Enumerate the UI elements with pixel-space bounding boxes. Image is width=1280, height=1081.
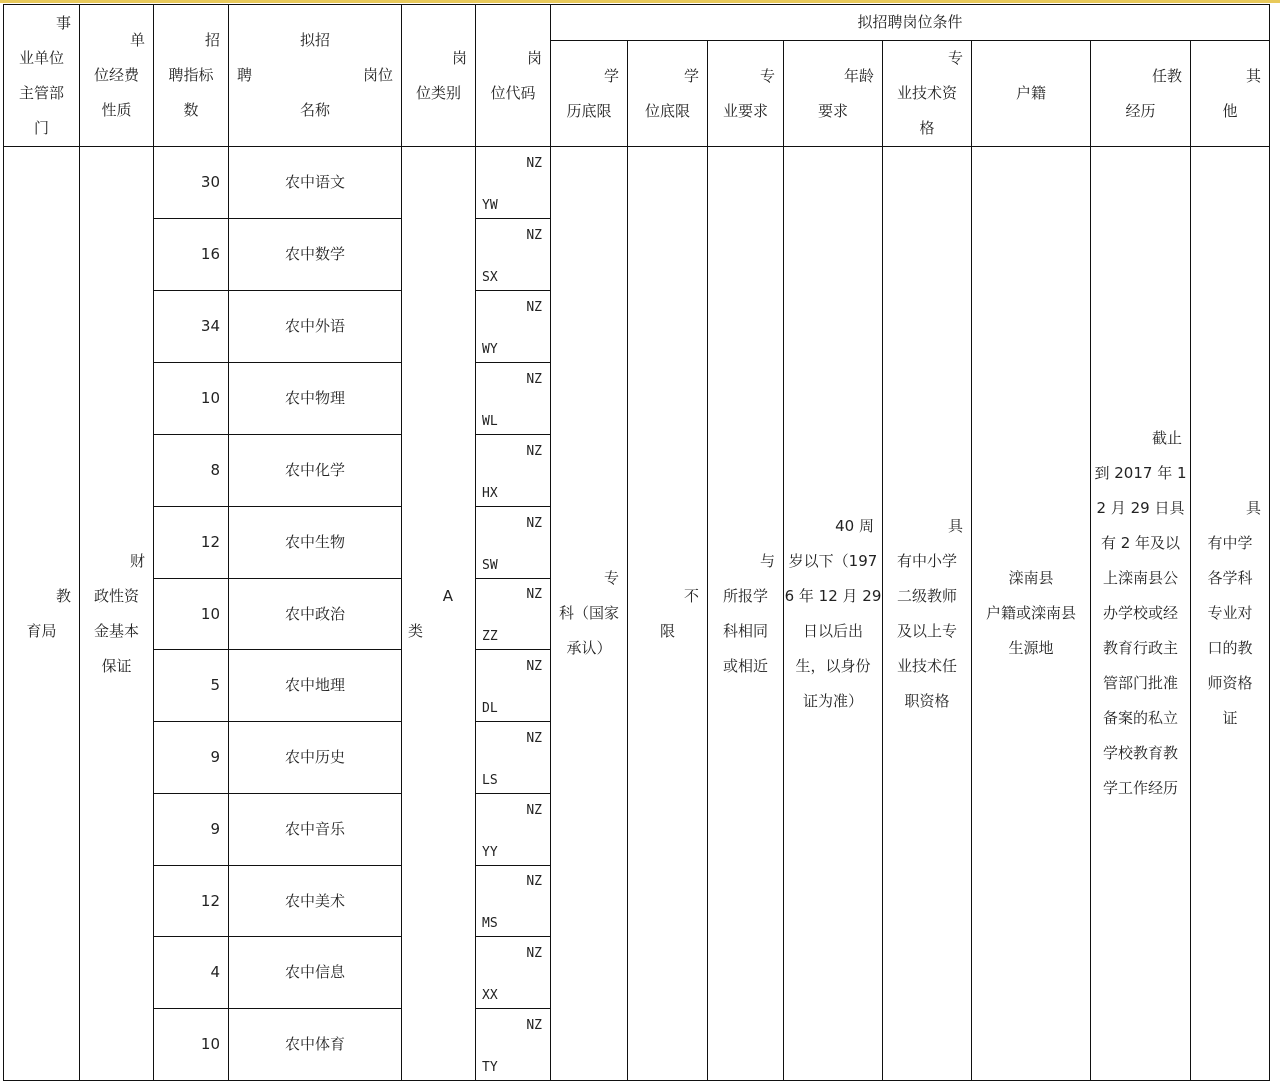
cell-line: 生源地	[1008, 639, 1054, 657]
quota-cell: 12	[154, 866, 229, 937]
code-cell	[476, 794, 551, 866]
position-name-cell: 农中地理	[229, 650, 402, 722]
code-prefix: NZ	[526, 658, 542, 674]
code-suffix: ZZ	[482, 629, 498, 644]
quota-cell: 10	[154, 579, 229, 650]
cell-line: 不	[683, 586, 699, 605]
code-box	[476, 292, 550, 362]
code-box	[476, 1010, 550, 1080]
cell-line: 学	[603, 66, 619, 85]
category-cell	[402, 147, 476, 1081]
cell-line: 证为准）	[802, 691, 863, 710]
code-prefix: NZ	[526, 371, 542, 387]
cell-line: 具	[1245, 499, 1261, 517]
cell-line: 单	[129, 31, 145, 49]
cell-line: 岗	[451, 48, 467, 67]
position-name-cell: 农中数学	[229, 219, 402, 291]
cell-line: 数	[183, 101, 199, 119]
header-position-name-line1: 拟招	[299, 31, 330, 49]
quota-cell: 9	[154, 794, 229, 866]
header-hukou: 户籍	[972, 41, 1091, 147]
cell-line: 经历	[1125, 101, 1156, 120]
cell-line: 位底限	[644, 101, 690, 120]
cell-line: 上滦南县公	[1102, 569, 1178, 587]
position-name-cell: 农中语文	[229, 147, 402, 219]
quota-cell: 9	[154, 722, 229, 794]
cell-line: 政性资	[93, 586, 139, 605]
code-cell	[476, 147, 551, 219]
education-cell	[551, 147, 628, 1081]
quota-cell: 10	[154, 1009, 229, 1081]
cell-line: 滦南县	[1008, 569, 1054, 587]
cell-line: 主管部	[18, 83, 64, 102]
code-box	[476, 508, 550, 578]
code-suffix: SW	[482, 557, 498, 573]
position-name-cell: 农中体育	[229, 1009, 402, 1081]
cell-line: 限	[659, 621, 675, 640]
cell-line: 他	[1222, 101, 1238, 120]
header-qualification	[883, 41, 972, 147]
cell-line: 业单位	[18, 48, 64, 67]
cell-line: 岁以下（197	[788, 551, 878, 570]
code-cell	[476, 937, 551, 1009]
cell-line: 具	[947, 516, 963, 535]
cell-line: 格	[919, 119, 935, 137]
header-position-name-line2	[229, 58, 401, 93]
cell-line: 2 月 29 日具	[1096, 499, 1185, 517]
cell-line: 任教	[1151, 66, 1182, 85]
cell-line: 承认）	[566, 639, 612, 657]
code-suffix: WY	[482, 341, 498, 357]
qualification-cell	[883, 147, 972, 1081]
code-prefix: NZ	[526, 443, 542, 459]
cell-line: 有中小学	[896, 551, 957, 570]
table-row	[4, 147, 1270, 219]
code-suffix: DL	[482, 700, 498, 716]
code-prefix: NZ	[526, 1017, 542, 1033]
code-box	[476, 579, 550, 649]
position-name-cell: 农中生物	[229, 507, 402, 579]
cell-line: 各学科	[1207, 569, 1253, 587]
header-other	[1191, 41, 1270, 147]
code-prefix: NZ	[526, 874, 542, 889]
header-degree	[628, 41, 708, 147]
experience-cell	[1091, 147, 1191, 1081]
code-prefix: NZ	[526, 155, 542, 171]
code-suffix: XX	[482, 987, 498, 1003]
cell-line: 年龄	[843, 66, 874, 85]
recruitment-table	[3, 4, 1270, 1081]
quota-cell: 8	[154, 435, 229, 507]
cell-line: 事	[55, 13, 71, 32]
cell-line: 科（国家	[558, 604, 619, 622]
code-suffix: SX	[482, 269, 498, 285]
cell-line: 位代码	[490, 83, 536, 102]
cell-line: 到 2017 年 1	[1094, 464, 1187, 482]
cell-line: 专	[947, 49, 963, 67]
code-box	[476, 795, 550, 865]
cell-line: 保证	[101, 656, 132, 675]
other-cell	[1191, 147, 1270, 1081]
code-cell	[476, 579, 551, 650]
cell-line: 学校教育教	[1102, 744, 1178, 762]
cell-line: 科相同	[722, 621, 768, 640]
cell-line: 业要求	[722, 101, 768, 120]
code-cell	[476, 435, 551, 507]
cell-line: 业技术资	[896, 84, 957, 102]
code-box	[476, 938, 550, 1008]
code-cell	[476, 363, 551, 435]
age-cell	[784, 147, 883, 1081]
code-cell	[476, 507, 551, 579]
code-prefix: NZ	[526, 227, 542, 243]
position-name-cell: 农中音乐	[229, 794, 402, 866]
code-prefix: NZ	[526, 730, 542, 746]
header-position-name	[229, 5, 402, 147]
header-category	[402, 5, 476, 147]
header-position-name-part-a: 聘	[237, 66, 253, 84]
top-accent-line	[0, 0, 1280, 3]
quota-cell: 5	[154, 650, 229, 722]
header-position-name-part-b: 岗位	[362, 66, 393, 84]
code-prefix: NZ	[526, 299, 542, 315]
cell-line: 专业对	[1207, 604, 1253, 622]
cell-line: 40 周	[835, 516, 874, 535]
code-cell	[476, 1009, 551, 1081]
cell-line: 备案的私立	[1102, 709, 1178, 727]
cell-line: 口的教	[1207, 639, 1253, 657]
header-age	[784, 41, 883, 147]
cell-line: 有中学	[1207, 534, 1253, 552]
cell-line: 岗	[526, 48, 542, 67]
cell-line: 专	[603, 569, 619, 587]
header-dept	[4, 5, 80, 147]
code-prefix: NZ	[526, 515, 542, 531]
code-box	[476, 723, 550, 793]
position-name-cell: 农中化学	[229, 435, 402, 507]
code-suffix: LS	[482, 772, 498, 788]
position-name-cell: 农中历史	[229, 722, 402, 794]
header-conditions-title: 拟招聘岗位条件	[551, 5, 1270, 41]
cell-line: 所报学	[722, 586, 768, 605]
dept-cell	[4, 147, 80, 1081]
cell-line: 位经费	[93, 66, 139, 84]
code-suffix: WL	[482, 413, 498, 429]
code-box	[476, 436, 550, 506]
cell-line: 户籍或滦南县	[985, 604, 1076, 622]
cell-line: 要求	[817, 101, 848, 120]
cell-line: 师资格	[1207, 674, 1253, 692]
cell-line: 职资格	[904, 691, 950, 710]
cell-line: 招	[204, 31, 220, 49]
cell-line: 二级教师	[896, 586, 957, 605]
cell-line: 金基本	[93, 621, 139, 640]
cell-line: 学	[683, 66, 699, 85]
cell-line: 截止	[1151, 429, 1182, 447]
code-suffix: YW	[482, 197, 498, 213]
header-code	[476, 5, 551, 147]
cell-line: 证	[1222, 709, 1238, 727]
code-box	[476, 148, 550, 218]
cell-line: 类	[408, 621, 424, 640]
position-name-cell: 农中美术	[229, 866, 402, 937]
quota-cell: 34	[154, 291, 229, 363]
code-box	[476, 364, 550, 434]
cell-line: 聘指标	[168, 66, 214, 84]
code-cell	[476, 219, 551, 291]
cell-line: 育局	[26, 621, 57, 640]
header-quota	[154, 5, 229, 147]
code-box	[476, 866, 550, 936]
position-name-cell: 农中信息	[229, 937, 402, 1009]
cell-line: 办学校或经	[1102, 604, 1178, 622]
code-cell	[476, 722, 551, 794]
cell-line: 教	[55, 586, 71, 605]
cell-line: 与	[759, 551, 775, 570]
cell-line: 或相近	[722, 656, 768, 675]
cell-line: 历底限	[566, 101, 612, 120]
degree-cell	[628, 147, 708, 1081]
code-suffix: HX	[482, 485, 498, 501]
code-prefix: NZ	[526, 802, 542, 818]
position-name-cell: 农中政治	[229, 579, 402, 650]
cell-line: 有 2 年及以	[1100, 534, 1181, 552]
funding-cell	[80, 147, 154, 1081]
code-suffix: TY	[482, 1059, 498, 1075]
cell-line: A	[442, 586, 453, 605]
header-position-name-line3: 名称	[299, 101, 330, 119]
cell-line: 生，以身份	[795, 656, 871, 675]
position-name-cell: 农中物理	[229, 363, 402, 435]
code-box	[476, 220, 550, 290]
header-funding	[80, 5, 154, 147]
major-cell	[708, 147, 784, 1081]
cell-line: 财	[129, 551, 145, 570]
header-major	[708, 41, 784, 147]
quota-cell: 10	[154, 363, 229, 435]
code-box	[476, 651, 550, 721]
hukou-cell	[972, 147, 1091, 1081]
header-experience	[1091, 41, 1191, 147]
cell-line: 门	[33, 118, 49, 137]
cell-line: 6 年 12 月 29	[784, 586, 882, 605]
cell-line: 日以后出	[802, 621, 863, 640]
cell-line: 学工作经历	[1102, 779, 1178, 797]
cell-line: 位类别	[415, 83, 461, 102]
cell-line: 专	[759, 66, 775, 85]
quota-cell: 16	[154, 219, 229, 291]
cell-line: 教育行政主	[1102, 639, 1178, 657]
code-suffix: YY	[482, 844, 498, 860]
position-name-cell: 农中外语	[229, 291, 402, 363]
code-prefix: NZ	[526, 945, 542, 961]
code-suffix: MS	[482, 916, 498, 931]
cell-line: 其	[1245, 66, 1261, 85]
cell-line: 及以上专	[896, 621, 957, 640]
code-cell	[476, 291, 551, 363]
quota-cell: 30	[154, 147, 229, 219]
cell-line: 管部门批准	[1102, 674, 1178, 692]
code-cell	[476, 650, 551, 722]
code-prefix: NZ	[526, 587, 542, 602]
header-education	[551, 41, 628, 147]
cell-line: 性质	[101, 101, 132, 119]
code-cell	[476, 866, 551, 937]
quota-cell: 4	[154, 937, 229, 1009]
quota-cell: 12	[154, 507, 229, 579]
cell-line: 业技术任	[896, 656, 957, 675]
